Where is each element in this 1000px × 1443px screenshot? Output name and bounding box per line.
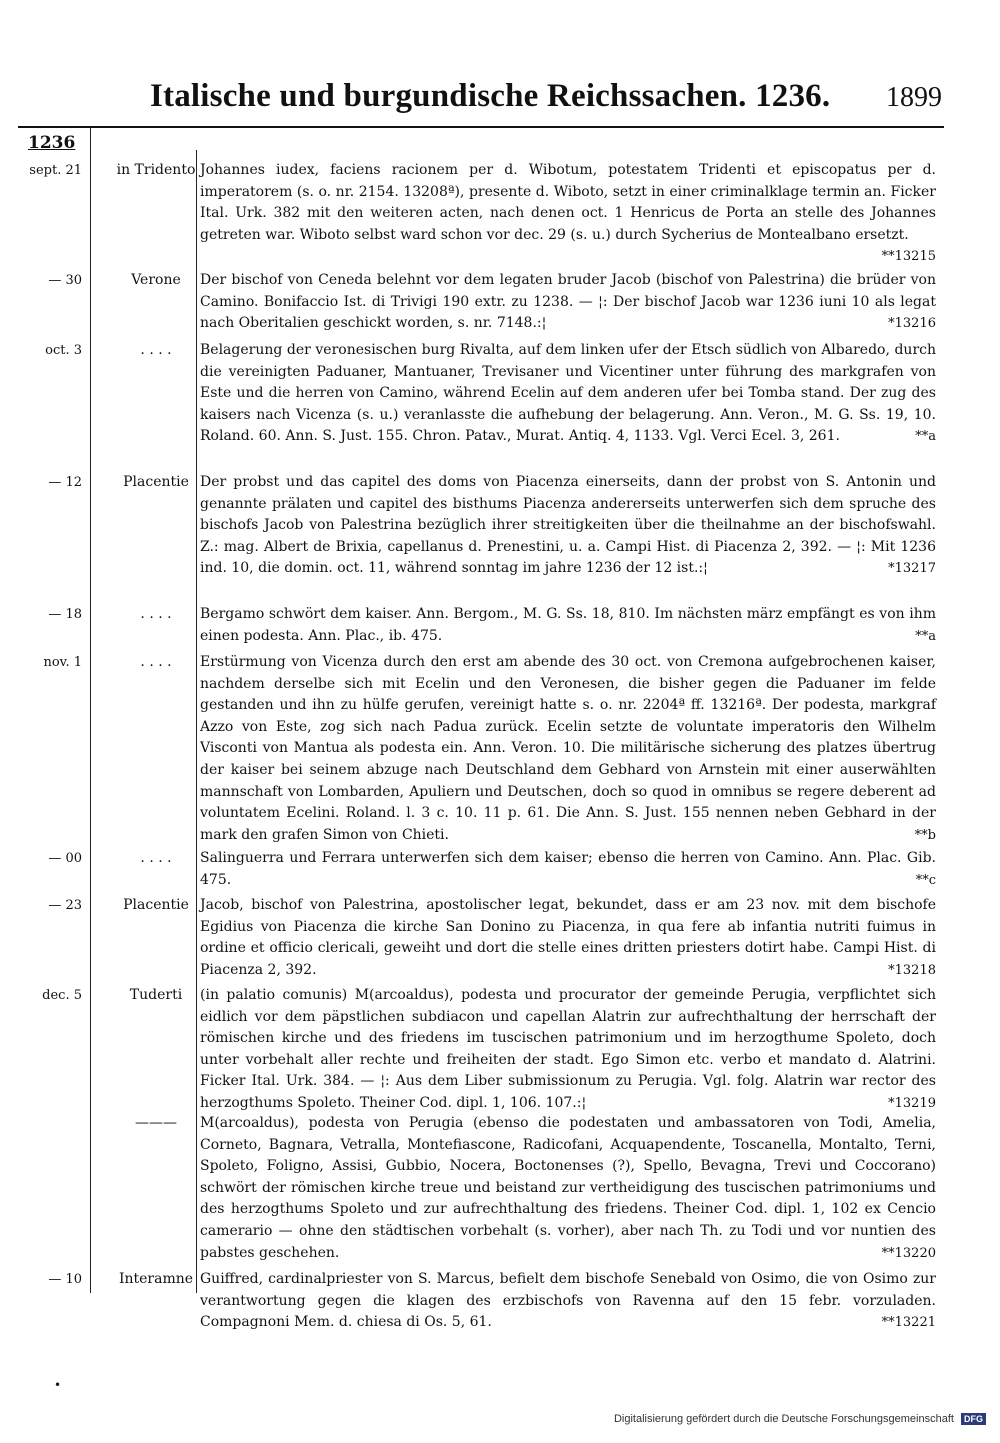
entry-place: . . . . <box>140 606 172 622</box>
entry-date: nov. 1 <box>43 655 82 670</box>
entry-ref: **b <box>914 827 936 843</box>
entry-place: Tuderti <box>129 987 183 1003</box>
entry-ref: **a <box>915 429 936 445</box>
column-divider-date <box>90 128 91 1293</box>
entry-text <box>200 1269 936 1334</box>
entry-ref: *13218 <box>888 962 936 978</box>
entry-text <box>200 985 936 1115</box>
entry-text <box>200 848 936 891</box>
footer-text: Digitalisierung gefördert durch die Deutsche Forschungsgemeinschaft <box>613 1413 954 1425</box>
header-rule <box>18 126 944 128</box>
entry-place: in Tridento <box>116 162 196 178</box>
entry-body: Guiffred, cardinalpriester von S. Marcus, befielt dem bischofe Senebald von Osimo, die von Osimo zur verantwortung gegen die klagen des erzbischofs von Ravenna auf den 15 febr. vorzuladen. Compagnoni Mem. d. chiesa di Os. 5, 61. <box>200 1271 936 1331</box>
entry-place: ——— <box>135 1115 177 1131</box>
entry-date: — 12 <box>48 475 82 490</box>
entry-body: Der probst und das capitel des doms von Piacenza einerseits, dann der probst von S. Antonin und genannte prälaten und capitel des bisthums Piacenza andererseits unterwerfen sich dem spruche des bischofs Jacob von Palestrina bezüglich ihrer streitigkeiten über die theilnahme an der bischofswahl. Z.: mag. Albert de Brixia, capellanus d. Prenestini, u. a. Campi Hist. di Piacenza 2, 392. — ¦: Mit 1236 ind. 10, die domin. oct. 11, während sonntag im jahre 1236 der 12 ist.:¦ <box>200 474 936 577</box>
entry-body: Jacob, bischof von Palestrina, apostolischer legat, bekundet, dass er am 23 nov. mit dem bischofe Egidius von Piacenza die kirche San Donino zu Piacenza, in qua fere ab infantia nutriti fuimus in ordine et officio clericali, geweiht und dort die stelle eines dritten priesters dotirt habe. Campi Hist. di Piacenza 2, 392. <box>200 897 936 978</box>
entry-date: — 30 <box>48 273 82 288</box>
page-title: Italische und burgundische Reichssachen. 1236. <box>150 78 831 114</box>
entry-body: M(arcoaldus), podesta von Perugia (ebenso die podestaten und ambassatoren von Todi, Amelia, Corneto, Bagnara, Vetralla, Montefiascone, Radicofani, Acquapendente, Toscanella, Montalto, Terni, Spoleto, Foligno, Assisi, Gubbio, Nocera, Boctonenses (?), Spello, Bevagna, Trevi und Coccorano) schwört der römischen kirche treue und beistand zur vertheidigung des tuscischen patrimoniums und des herzogthums Spoleto und zur aufrechthaltung des friedens. Theiner Cod. dipl. 1, 102 ex Cencio camerario — ohne den städtischen vorbehalt (s. vorher), aber nach Th. zu Todi und vor nuntien des pabstes geschehen. <box>200 1115 936 1261</box>
entry-ref: **c <box>915 872 936 888</box>
entry-ref: *13217 <box>888 561 936 577</box>
entry-date: — 10 <box>48 1272 82 1287</box>
entry-text <box>200 604 936 647</box>
entry-place: . . . . <box>140 654 172 670</box>
entry-place: Verone <box>131 272 181 288</box>
entry-text <box>200 160 936 268</box>
stray-mark: • <box>54 1378 62 1392</box>
entry-ref: **13215 <box>881 249 936 265</box>
entry-place: Placentie <box>123 897 189 913</box>
entry-date: — 18 <box>48 607 82 622</box>
entry-body: (in palatio comunis) M(arcoaldus), podesta und procurator der gemeinde Perugia, verpflichtet sich eidlich vor dem päpstlichen subdiacon und capellan Alatrin zur aufrechthaltung der herrschaft der römischen kirche und des friedens im tuscischen patrimonium und im herzogthume Spoleto, doch unter vorbehalt aller rechte und freiheiten der stadt. Ego Simon etc. verbo et mandato d. Alatrini. Ficker Ital. Urk. 384. — ¦: Aus dem Liber submissionum zu Perugia. Vgl. folg. Alatrin war rector des herzogthums Spoleto. Theiner Cod. dipl. 1, 106. 107.:¦ <box>200 987 936 1111</box>
entry-place: Interamne <box>118 1271 194 1287</box>
entry-text <box>200 472 936 580</box>
entry-ref: *13219 <box>888 1095 936 1111</box>
entry-ref: **a <box>915 628 936 644</box>
entry-body: Belagerung der veronesischen burg Rivalta, auf dem linken ufer der Etsch südlich von Albaredo, durch die vereinigten Paduaner, Mantuaner, Trevisaner und Vicentiner unter führung des markgrafen von Este und die herren von Camino, während Ecelin auf dem anderen ufer bei Tomba stand. Der zug des kaisers nach Vicenza (s. u.) veranlasste die aufhebung der belagerung. Ann. Veron., M. G. Ss. 19, 10. Roland. 60. Ann. S. Just. 155. Chron. Patav., Murat. Antiq. 4, 1133. Vgl. Verci Ecel. 3, 261. <box>200 342 936 445</box>
entry-text <box>200 270 936 335</box>
dfg-logo-icon: DFG <box>961 1413 986 1425</box>
entry-text <box>200 652 936 846</box>
entry-body: Johannes iudex, faciens racionem per d. Wibotum, potestatem Tridenti et episcopatus per d. imperatorem (s. o. nr. 2154. 13208ª), presente d. Wiboto, setzt in einer criminalklage termin an. Ficker Ital. Urk. 382 mit den weiteren acten, nach denen oct. 1 Henricus de Porta an stelle des Johannes getreten war. Wiboto selbst ward schon vor dec. 29 (s. u.) durch Sycherius de Montealbano ersetzt. <box>200 162 936 243</box>
entry-body: Bergamo schwört dem kaiser. Ann. Bergom., M. G. Ss. 18, 810. Im nächsten märz empfängt es von ihm einen podesta. Ann. Plac., ib. 475. <box>200 606 936 644</box>
entry-text <box>200 340 936 448</box>
entry-text <box>200 895 936 981</box>
entry-place: . . . . <box>140 342 172 358</box>
entry-date: sept. 21 <box>29 163 82 178</box>
entry-ref: **13221 <box>881 1315 936 1331</box>
entry-body: Der bischof von Ceneda belehnt vor dem legaten bruder Jacob (bischof von Palestrina) die brüder von Camino. Bonifaccio Ist. di Trivigi 190 extr. zu 1238. — ¦: Der bischof Jacob war 1236 iuni 10 als legat nach Oberitalien geschickt worden, s. nr. 7148.:¦ <box>200 272 936 332</box>
entry-date: — 00 <box>48 851 82 866</box>
entry-place: . . . . <box>140 850 172 866</box>
year-heading: 1236 <box>28 133 76 153</box>
entry-ref: *13216 <box>888 316 936 332</box>
entry-text <box>200 1113 936 1264</box>
footer-credit <box>614 1413 986 1425</box>
entry-ref: **13220 <box>881 1245 936 1261</box>
entry-body: Erstürmung von Vicenza durch den erst am abende des 30 oct. von Cremona aufgebrochenen kaiser, nachdem derselbe sich mit Ecelin und den Veronesen, die bisher gegen die Paduaner im felde gestanden und ihn zu hülfe gerufen, vereinigt hatte s. o. nr. 2204ª ff. 13216ª. Der podesta, markgraf Azzo von Este, zog sich nach Padua zurück. Ecelin setzte de voluntate imperatoris den Wilhelm Visconti von Mantua als podesta ein. Ann. Veron. 10. Die militärische sicherung des platzes übertrug der kaiser bei seinem abzuge nach Deutschland dem Gebhard von Arnstein mit einer auserwählten mannschaft von Lombarden, Apuliern und Deutschen, doch so quod in omnibus se regere deberent ad voluntatem Ecelini. Roland. l. 3 c. 10. 11 p. 61. Die Ann. S. Just. 155 nennen neben Gebhard in der mark den grafen Simon von Chieti. <box>200 654 936 843</box>
entry-date: — 23 <box>48 898 82 913</box>
entry-place: Placentie <box>123 474 189 490</box>
entry-date: dec. 5 <box>42 988 82 1003</box>
entry-body: Salinguerra und Ferrara unterwerfen sich dem kaiser; ebenso die herren von Camino. Ann. Plac. Gib. 475. <box>200 850 936 888</box>
entry-date: oct. 3 <box>45 343 82 358</box>
page-number: 1899 <box>886 82 942 113</box>
